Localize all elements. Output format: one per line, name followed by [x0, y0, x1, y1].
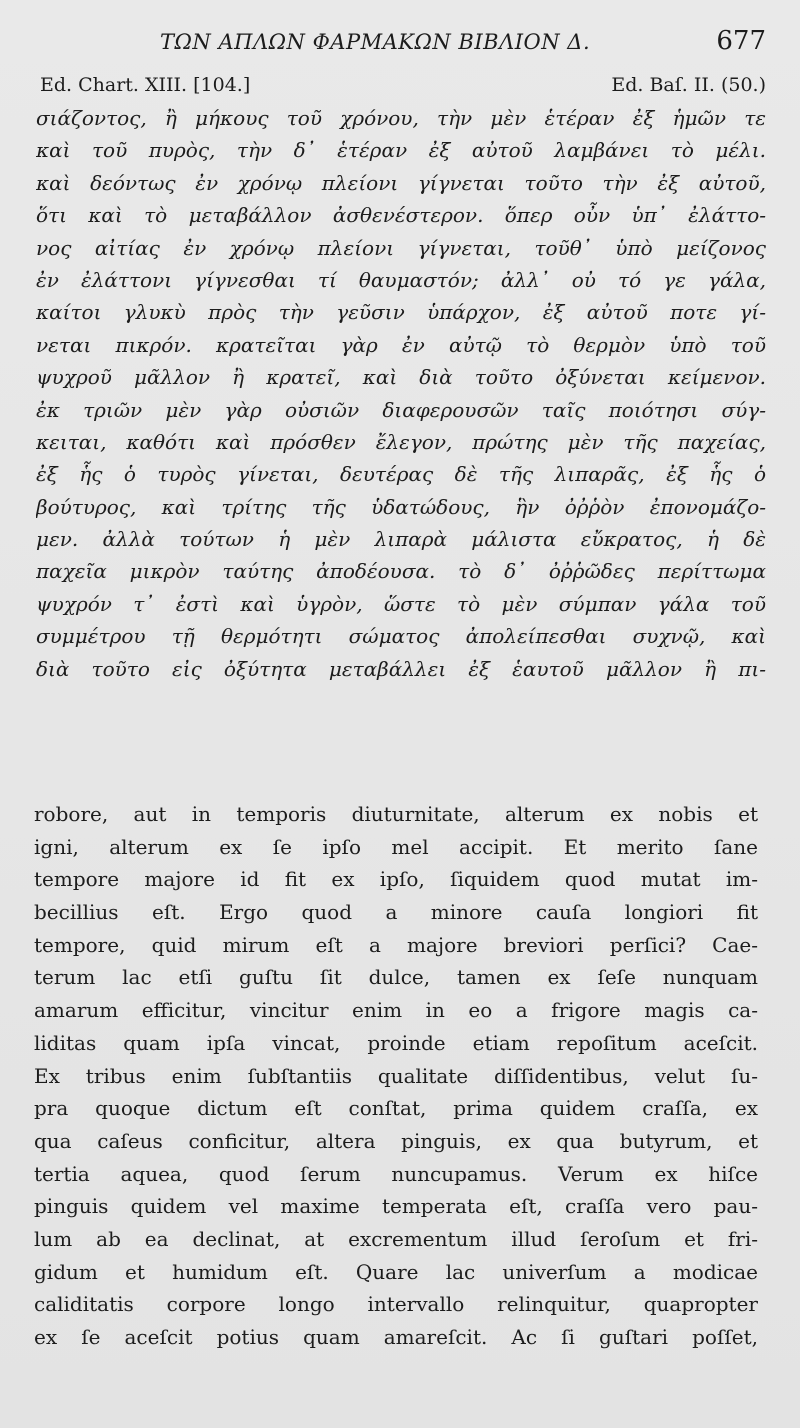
greek-text-line: διὰ τοῦτο εἰς ὀξύτητα μεταβάλλει ἐξ ἑαυτοῦ μᾶλλον ἢ πι-	[36, 656, 766, 681]
greek-text-line: σιάζοντος, ἢ μήκους τοῦ χρόνου, τὴν μὲν ἑτέραν ἐξ ἡμῶν τε	[36, 106, 766, 130]
greek-text-line: παχεῖα μικρὸν ταύτης ἀποδέουσα. τὸ δ᾽ ὀῤῥῶδες περίττωμα	[36, 559, 766, 584]
greek-text-line: μεν. ἀλλὰ τούτων ἡ μὲν λιπαρὰ μάλιστα εὔκρατος, ἡ δὲ	[36, 527, 766, 552]
greek-text-line: ὅτι καὶ τὸ μεταβάλλον ἀσθενέστερον. ὅπερ οὖν ὑπ᾽ ἐλάττο-	[36, 203, 766, 228]
greek-text-block	[36, 102, 766, 685]
latin-text-line: amarum efficitur, vincitur enim in eo a frigore magis ca-	[34, 998, 758, 1023]
latin-text-line: tertia aquea, quod ſerum nuncupamus. Verum ex hiſce	[34, 1161, 758, 1186]
latin-text-line: pra quoque dictum eſt conſtat, prima quidem craſſa, ex	[34, 1096, 758, 1121]
page-number: 677	[716, 26, 766, 56]
running-head	[0, 26, 800, 60]
latin-text-line: terum lac etſi guſtu ſit dulce, tamen ex ſeſe nunquam	[34, 965, 758, 990]
latin-text-line: ex ſe aceſcit potius quam amareſcit. Ac ſi guſtari poſſet,	[34, 1325, 758, 1349]
greek-text-line: καὶ δεόντως ἐν χρόνῳ πλείονι γίγνεται τοῦτο τὴν ἐξ αὐτοῦ,	[36, 170, 766, 195]
latin-text-line: lum ab ea declinat, at excrementum illud ſeroſum et fri-	[34, 1226, 758, 1251]
greek-text-line: νος αἰτίας ἐν χρόνῳ πλείονι γίγνεται, τοῦθ᾽ ὑπὸ μείζονος	[36, 235, 766, 260]
edition-reference-line	[40, 74, 766, 100]
greek-text-line: καίτοι γλυκὺ πρὸς τὴν γεῦσιν ὑπάρχον, ἐξ αὐτοῦ ποτε γί-	[36, 300, 766, 325]
latin-text-line: tempore majore id fit ex ipſo, ſiquidem quod mutat im-	[34, 867, 758, 892]
latin-text-block	[34, 798, 758, 1354]
latin-text-line: robore, aut in temporis diuturnitate, alterum ex nobis et	[34, 802, 758, 826]
greek-text-line: ψυχροῦ μᾶλλον ἢ κρατεῖ, καὶ διὰ τοῦτο ὀξύνεται κείμενον.	[36, 365, 766, 390]
greek-text-line: βούτυρος, καὶ τρίτης τῆς ὑδατώδους, ἣν ὀῤῥὸν ἐπονομάζο-	[36, 494, 766, 519]
greek-text-line: συμμέτρου τῇ θερμότητι σώματος ἀπολείπεσθαι συχνῷ, καὶ	[36, 624, 766, 649]
latin-text-line: liditas quam ipſa vincat, proinde etiam repoſitum aceſcit.	[34, 1030, 758, 1055]
greek-text-line: ἐκ τριῶν μὲν γὰρ οὐσιῶν διαφερουσῶν ταῖς ποιότησι σύγ-	[36, 397, 766, 422]
latin-text-line: Ex tribus enim ſubſtantiis qualitate diſſidentibus, velut ſu-	[34, 1063, 758, 1088]
latin-text-line: becillius eſt. Ergo quod a minore cauſa longiori fit	[34, 900, 758, 925]
greek-text-line: καὶ τοῦ πυρὸς, τὴν δ᾽ ἑτέραν ἐξ αὐτοῦ λαμβάνει τὸ μέλι.	[36, 138, 766, 163]
greek-text-line: ἐξ ἧς ὁ τυρὸς γίνεται, δευτέρας δὲ τῆς λιπαρᾶς, ἐξ ἧς ὁ	[36, 462, 766, 487]
running-title: ΤΩΝ ΑΠΛΩΝ ΦΑΡΜΑΚΩΝ ΒΙΒΛΙΟΝ Δ.	[160, 30, 591, 54]
greek-text-line: ψυχρόν τ᾽ ἐστὶ καὶ ὑγρὸν, ὥστε τὸ μὲν σύμπαν γάλα τοῦ	[36, 591, 766, 616]
greek-text-line: νεται πικρόν. κρατεῖται γὰρ ἐν αὐτῷ τὸ θερμὸν ὑπὸ τοῦ	[36, 332, 766, 357]
latin-text-line: caliditatis corpore longo intervallo relinquitur, quapropter	[34, 1292, 758, 1317]
edition-reference-basel: Ed. Baſ. II. (50.)	[611, 74, 766, 96]
latin-text-line: pinguis quidem vel maxime temperata eſt, craſſa vero pau-	[34, 1194, 758, 1219]
greek-text-line: κειται, καθότι καὶ πρόσθεν ἔλεγον, πρώτης μὲν τῆς παχείας,	[36, 429, 766, 454]
latin-text-line: tempore, quid mirum eſt a majore breviori perſici? Cae-	[34, 932, 758, 957]
greek-text-line: ἐν ἐλάττονι γίγνεσθαι τί θαυμαστόν; ἀλλ᾽ οὐ τό γε γάλα,	[36, 267, 766, 292]
latin-text-line: qua caſeus conficitur, altera pinguis, ex qua butyrum, et	[34, 1128, 758, 1153]
latin-text-line: gidum et humidum eſt. Quare lac univerſum a modicae	[34, 1259, 758, 1284]
latin-text-line: igni, alterum ex ſe ipſo mel accipit. Et merito ſane	[34, 834, 758, 859]
edition-reference-chartier: Ed. Chart. XIII. [104.]	[40, 74, 251, 96]
